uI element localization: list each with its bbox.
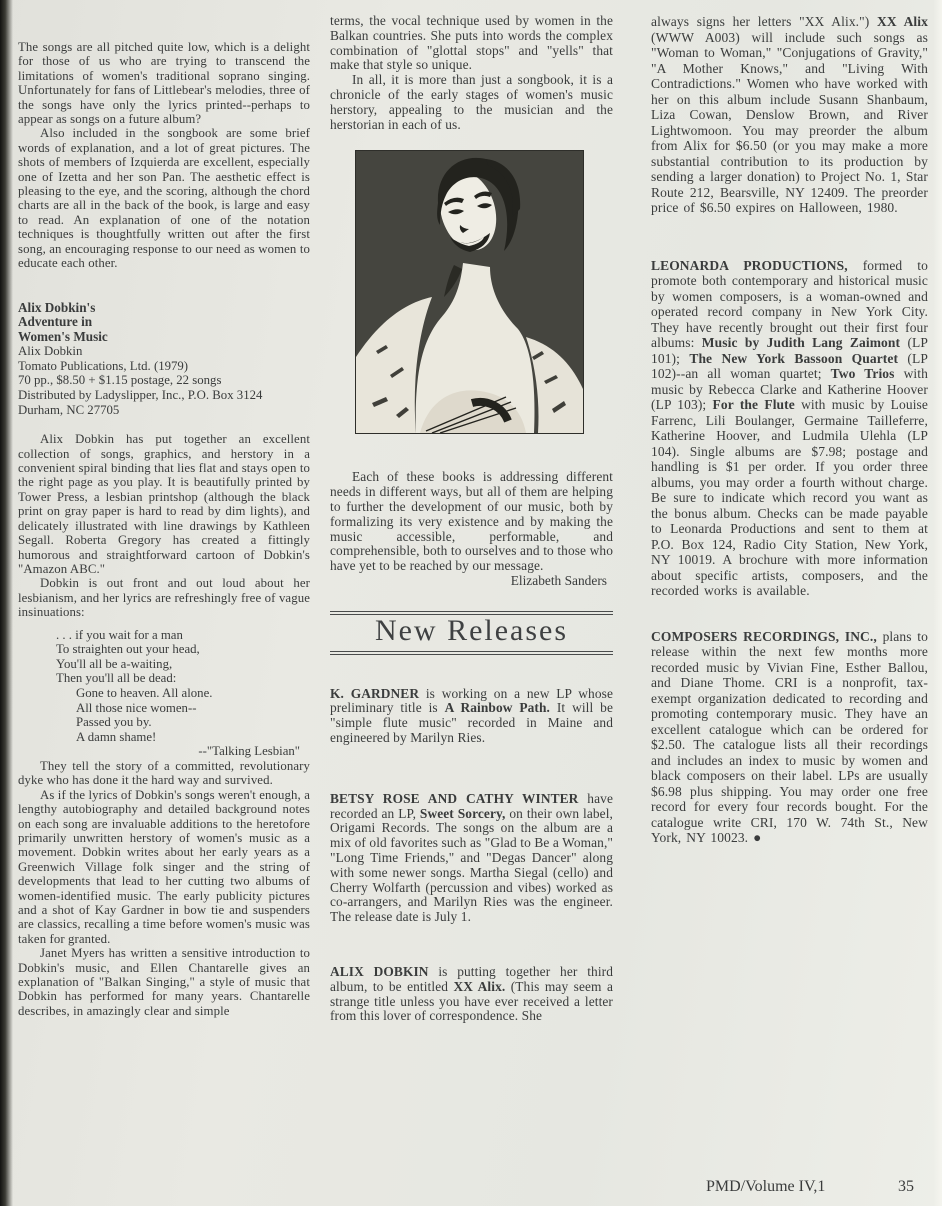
lyric-attribution: --"Talking Lesbian" [198,744,300,759]
scan-gutter-shadow [0,0,13,1206]
lyric-line: . . . if you wait for a man [56,627,183,642]
lyric-line: To straighten out your head, [56,642,200,657]
journal-volume: PMD/Volume IV,1 [706,1178,826,1195]
review-title-line: Adventure in [18,314,93,330]
lyric-line: Passed you by. [76,715,152,730]
news-item: K. GARDNER is working on a new LP whose preliminary title is A Rainbow Path. It will be "simple flute music" recorded in Maine and engineered by Marilyn Ries. [330,685,614,745]
news-item: always signs her letters "XX Alix.") XX Alix (WWW A003) will include such songs as "Woman to Woman," "Conjugations of Gravity," "A Mother Knows," and "Living With Contradictions." Women who have worked with her on this album include Susann Shanbaum, Liza Cowan, Denslow Brown, and River Lightwomoon. You may preorder the album from Alix for $6.50 (or you may make a more substantial contribution to its production by sending a larger donation) to Project No. 1, Star Route 212, Bearsville, NY 12409. The preorder price of $6.50 expires on Halloween, 1980. [651,14,928,215]
lyric-line: A damn shame! [76,729,157,744]
review-publisher: Tomato Publications, Ltd. (1979) [18,358,189,373]
page-footer [651,1178,928,1196]
scan-edge-highlight [933,0,942,1206]
right-column [651,14,928,846]
byline: Elizabeth Sanders [510,572,607,588]
section-title: New Releases [374,613,569,647]
left-column [18,40,310,1018]
paragraph: As if the lyrics of Dobkin's songs weren't enough, a lengthy autobiography and detailed background notes on each song are invaluable additions to the heretofore primarily unwritten herstory of women's music as a movement. Dobkin writes about her early years as a Greenwich Village folk singer and the string of developments that lead to her cutting two albums of women-identified music. The early publicity pictures and a shot of Kay Gardner in bow tie and suspenders are classics, recalling a time before women's music was taken for granted. [18,787,310,946]
lyric-line: Gone to heaven. All alone. [76,685,213,700]
song-lyrics [56,628,310,745]
paragraph: Each of these books is addressing different needs in different ways, but all of them are helping to further the development of our music, both by formalizing its very existence and by making the music accessible, performable, and comprehensible, both to ourselves and to those who have yet to be reached by our message. [330,469,613,574]
paragraph: terms, the vocal technique used by women in the Balkan countries. She puts into words the complex combination of "glottal stops" and "yells" that make that style so unique. [330,13,613,73]
paragraph: In all, it is more than just a songbook, it is a chronicle of the early stages of women's music herstory, appealing to the musician and the herstorian in each of us. [330,72,613,132]
review-title [18,301,310,345]
news-item: COMPOSERS RECORDINGS, INC., plans to release within the next few months more recorded music by Vivian Fine, Esther Ballou, and Diane Thome. CRI is a nonprofit, tax-exempt organization dedicated to recording and promoting contemporary music. They have an excellent catalogue which can be ordered for $2.50. The catalogue lists all their recordings and includes an index to music by women and black composers on their label. LPs are usually $6.98 plus shipping. You may order one free record for every four records bought. For the catalogue write CRI, 170 W. 74th St., New York, NY 10023. ● [651,628,928,845]
paragraph: The songs are all pitched quite low, which is a delight for those of us who are trying to transcend the limitations of women's traditional soprano singing. Unfortunately for fans of Littlebear's melodies, three of the songs have only the lyrics printed--perhaps to appear as songs on a future album? [18,40,310,127]
middle-column [330,14,613,1024]
review-distributor: Distributed by Ladyslipper, Inc., P.O. Box 3124 [18,388,263,403]
review-title-line: Alix Dobkin's [18,299,96,315]
review-title-line: Women's Music [18,328,108,344]
news-item: LEONARDA PRODUCTIONS, formed to promote both contemporary and historical music by women composers, is a woman-owned and operated record company in New York City. They have recently brought out their first four albums: Music by Judith Lang Zaimont (LP 101); The New York Bassoon Quartet (LP 102)--an all woman quartet; Two Trios with music by Rebecca Clarke and Katherine Hoover (LP 103); For the Flute with music by Louise Farrenc, Lili Boulanger, Germaine Tailleferre, Katherine Hoover, and Ludmila Ulehla (LP 104). Single albums are $7.98; postage and handling is $1 per order. If you order three albums, you may order a fourth without charge. Be sure to indicate which record you want as the bonus album. Checks can be made payable to Leonarda Productions and sent to them at P.O. Box 124, Radio City Station, New York, NY 10019. A brochure with more information about specific artists, composers, and the recorded works is available. [651,257,928,598]
lyric-line: You'll all be a-waiting, [56,656,173,671]
paragraph: They tell the story of a committed, revolutionary dyke who has done it the hard way and survived. [18,758,310,788]
review-price: 70 pp., $8.50 + $1.15 postage, 22 songs [18,373,222,388]
performer-photo [355,150,584,434]
review-metadata [18,344,310,417]
new-releases-banner [330,611,613,655]
review-author: Alix Dobkin [18,344,83,359]
lyric-line: Then you'll all be dead: [56,671,177,686]
review-address: Durham, NC 27705 [18,402,120,417]
paragraph: Also included in the songbook are some brief words of explanation, and a lot of great pictures. The shots of members of Izquierda are excellent, especially one of Izetta and her son Pan. The aesthetic effect is pleasing to the eye, and the scoring, although the chord charts are all in the back of the book, is large and easy to read. An explanation of one of the notation techniques is thoughtfully written out after the first song, an encouraging response to our need as women to educate each other. [18,126,310,271]
page-number: 35 [898,1178,914,1195]
lyric-line: All those nice women-- [76,700,197,715]
paragraph: Dobkin is out front and out loud about her lesbianism, and her lyrics are refreshingly free of vague insinuations: [18,576,310,620]
paragraph: Janet Myers has written a sensitive introduction to Dobkin's music, and Ellen Chantarelle gives an explanation of "Balkan Singing," a style of music that Dobkin has performed for many years. Chantarelle describes, in amazingly clear and simple [18,946,310,1018]
news-item: ALIX DOBKIN is putting together her third album, to be entitled XX Alix. (This may seem a strange title unless you have ever received a letter from this lover of correspondence. She [330,963,613,1024]
paragraph: Alix Dobkin has put together an excellent collection of songs, graphics, and herstory in a convenient spiral binding that lies flat and stays open to the right page as you play. It is beautifully printed by Tower Press, a lesbian printshop (although the black print on gray paper is hard to read by dim lights), and delicately illustrated with line drawings by Kathleen Segall. Roberta Gregory has created a fittingly humorous and straightforward cartoon of Dobkin's "Amazon ABC." [18,432,310,576]
news-item: BETSY ROSE AND CATHY WINTER have recorded an LP, Sweet Sorcery, on their own label, Origami Records. The songs on the album are a mix of old favorites such as "Glad to Be a Woman," "Long Time Friends," and "Degas Dancer" along with some newer songs. Martha Siegal (cello) and Cherry Wolfarth (percussion and vibes) worked as co-arrangers, and Marilyn Ries was the engineer. The release date is July 1. [330,790,613,925]
